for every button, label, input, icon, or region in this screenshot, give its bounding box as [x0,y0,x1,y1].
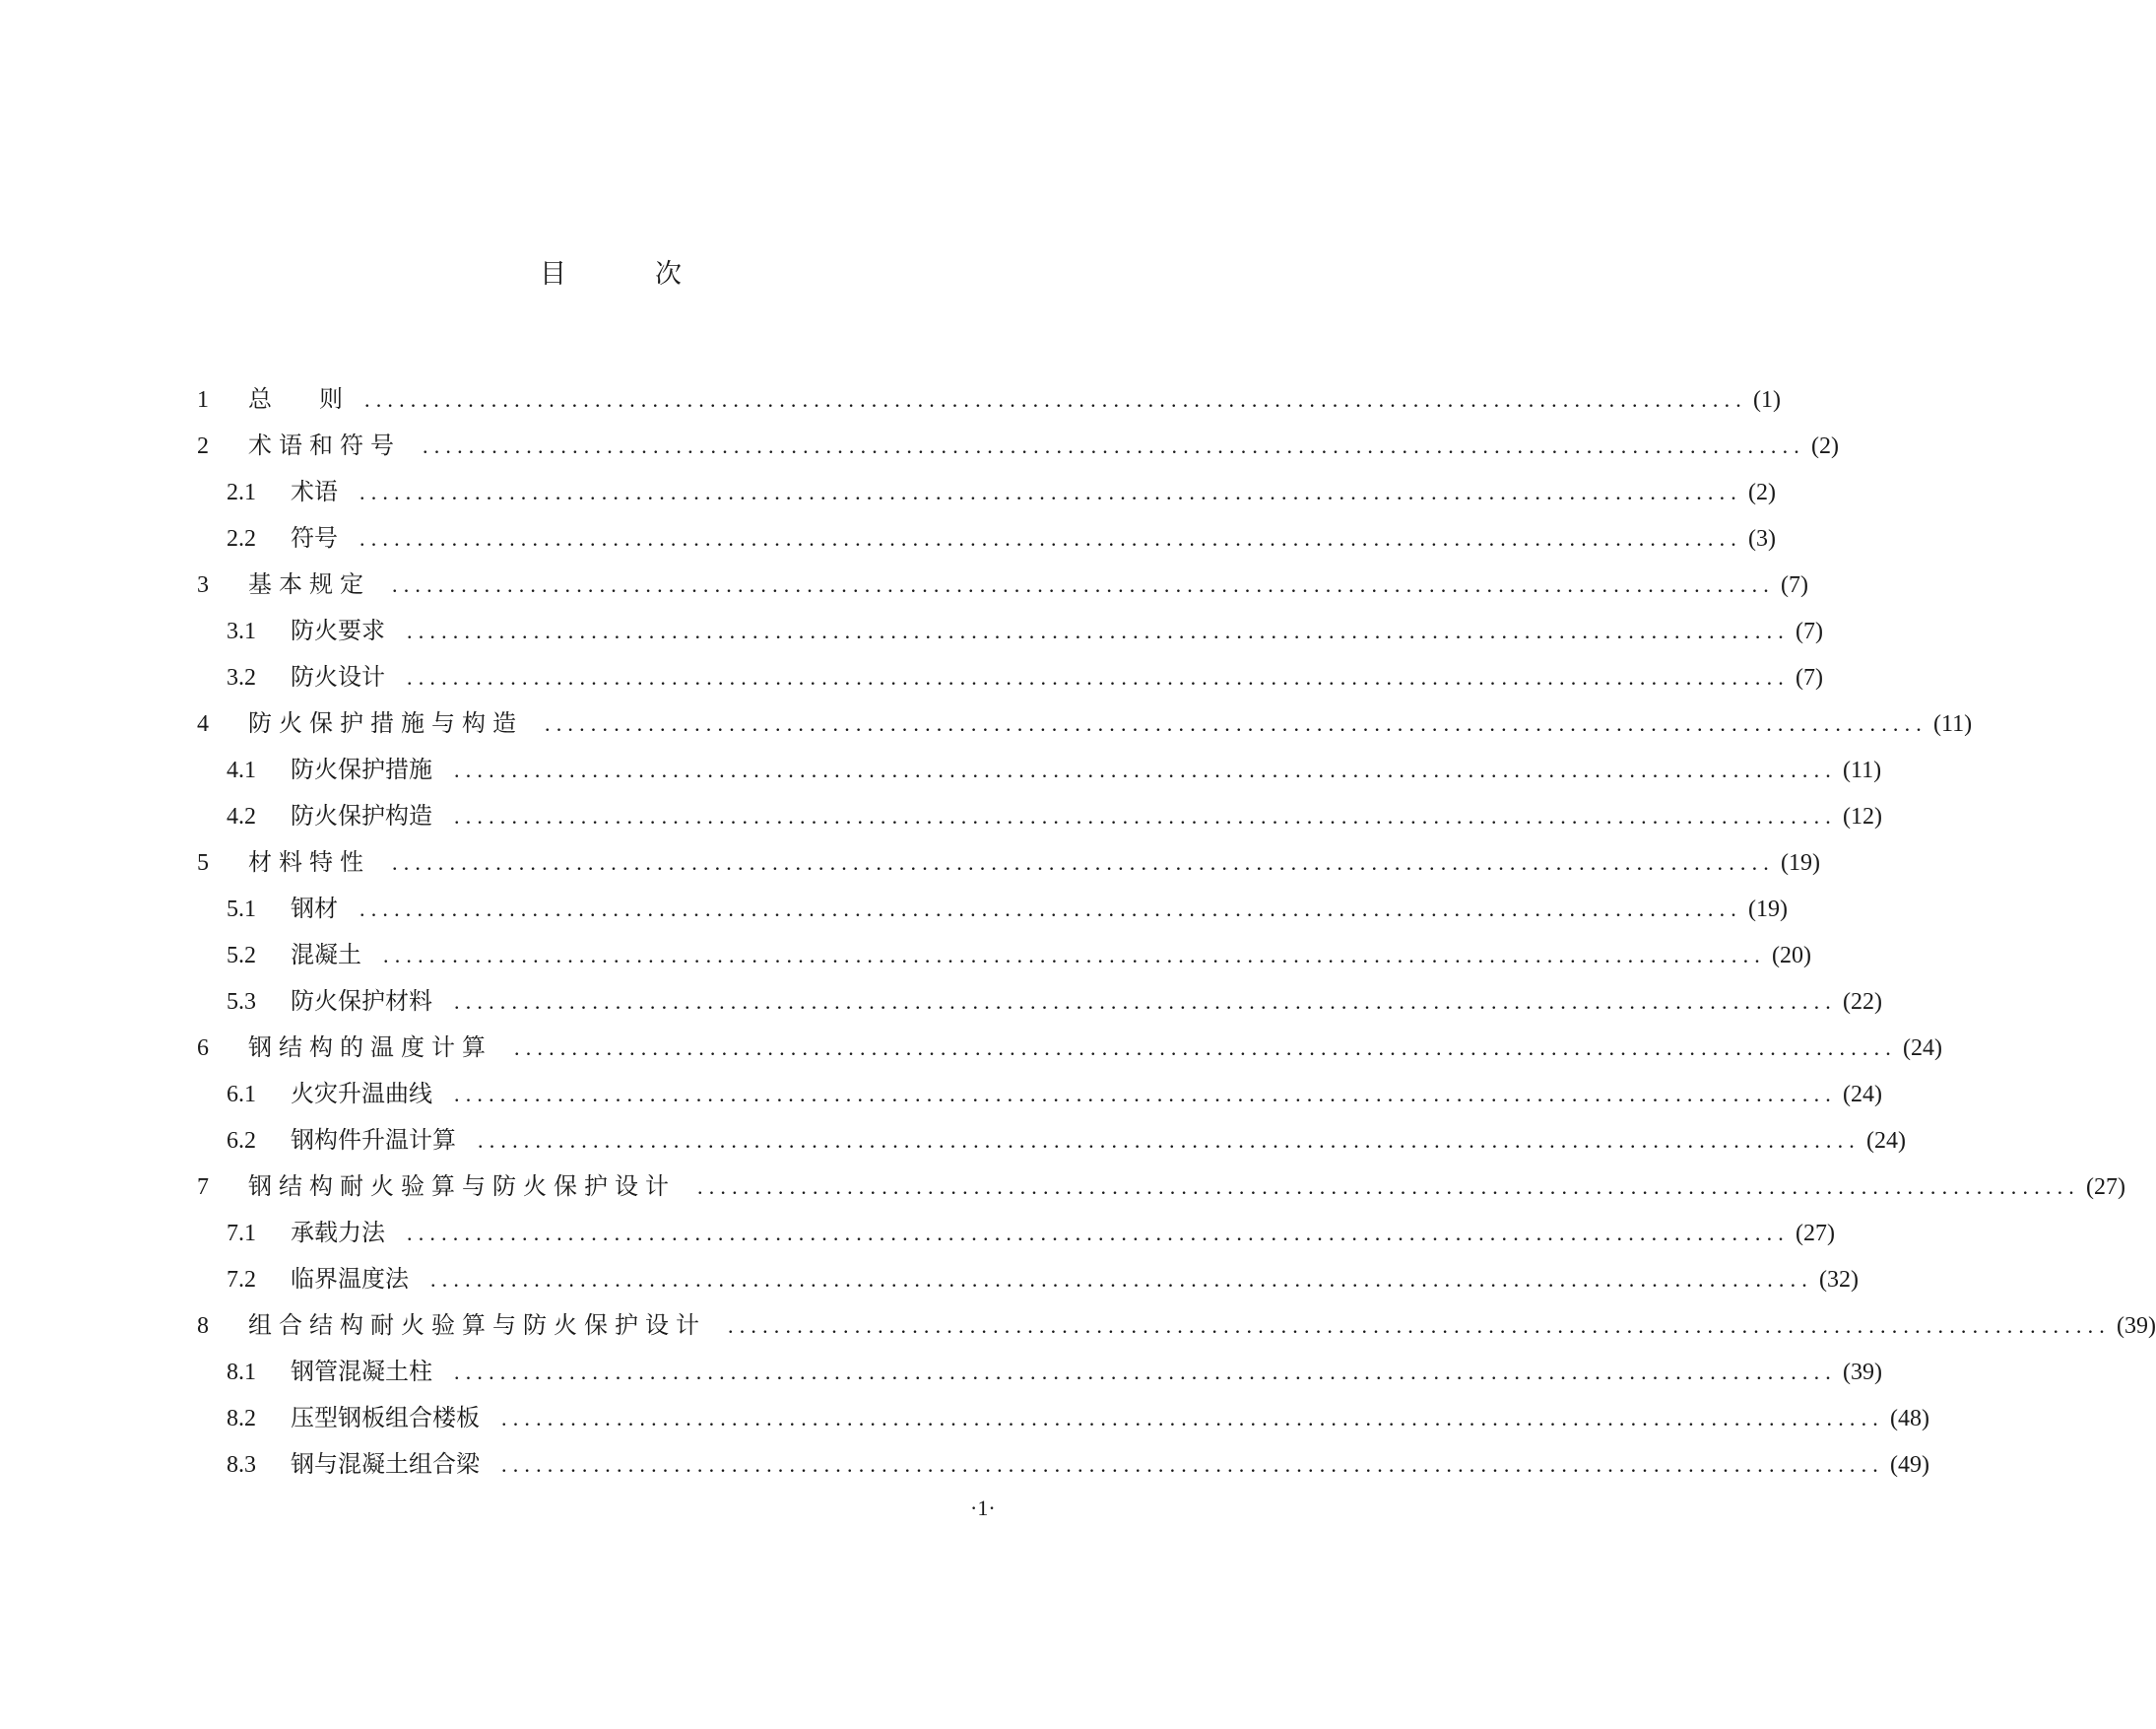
toc-entry-number: 5.1 [227,897,256,922]
toc-dot-leader: ........................................................................................................................ [359,480,1742,504]
toc-entry[interactable] [197,889,1788,935]
toc-entry[interactable] [197,1305,2156,1352]
toc-entry-title: 防火要求 [291,619,385,644]
toc-entry-title: 承载力法 [291,1221,385,1246]
title-char-2: 次 [655,259,682,289]
toc-entry[interactable] [197,842,1820,889]
toc-entry-page: (20) [1772,943,1811,968]
toc-entry-page: (39) [1843,1360,1882,1385]
toc-entry-number: 2.2 [227,526,256,552]
toc-entry-page: (19) [1781,850,1820,876]
toc-dot-leader: ........................................................................................................................ [478,1128,1861,1153]
toc-entry-page: (27) [1796,1221,1835,1246]
toc-entry-page: (22) [1843,989,1882,1015]
toc-entry-number: 8.1 [227,1360,256,1385]
toc-entry[interactable] [197,657,1823,703]
toc-entry-number: 6.2 [227,1128,256,1154]
toc-dot-leader: ........................................................................................................................ [407,1221,1790,1245]
toc-entry-title: 钢构件升温计算 [291,1128,456,1154]
toc-entry-title: 防火保护构造 [291,804,432,830]
toc-entry-page: (24) [1903,1035,1942,1061]
toc-entry[interactable] [197,1028,1942,1074]
toc-dot-leader: ........................................................................................................................ [407,619,1790,643]
toc-entry-number: 3.1 [227,619,256,644]
page-number: ·1· [970,1496,996,1520]
toc-dot-leader: ........................................................................................................................ [359,897,1742,921]
toc-entry-number: 7 [197,1174,209,1200]
toc-entry-page: (3) [1748,526,1776,552]
toc-dot-leader: ........................................................................................................................ [697,1174,2080,1199]
toc-entry-title: 基本规定 [248,572,370,598]
toc-entry-page: (48) [1890,1406,1929,1431]
toc-entry-number: 4.2 [227,804,256,830]
toc-entry-page: (11) [1933,711,1973,737]
toc-entry-page: (39) [2117,1313,2156,1339]
toc-dot-leader: ........................................................................................................................ [728,1313,2111,1338]
toc-entry-page: (2) [1811,433,1839,459]
toc-entry-number: 8 [197,1313,209,1339]
title-char-1: 目 [540,259,566,289]
toc-entry-number: 2.1 [227,480,256,505]
toc-entry-title: 钢与混凝土组合梁 [291,1452,480,1478]
toc-entry-title: 压型钢板组合楼板 [291,1406,480,1431]
toc-entry[interactable] [197,565,1808,611]
toc-entry[interactable] [197,750,1882,796]
toc-entry-number: 3.2 [227,665,256,691]
toc-entry-number: 5 [197,850,209,876]
toc-entry[interactable] [197,1259,1859,1305]
toc-entry-title: 火灾升温曲线 [291,1082,432,1107]
toc-entry-number: 2 [197,433,209,459]
toc-dot-leader: ........................................................................................................................ [454,1082,1837,1106]
toc-dot-leader: ........................................................................................................................ [359,526,1742,551]
toc-dot-leader: ........................................................................................................................ [454,1360,1837,1384]
toc-entry[interactable] [197,1352,1882,1398]
toc-entry-page: (12) [1843,804,1882,830]
toc-entry-title: 防火保护材料 [291,989,432,1015]
toc-entry-title: 钢管混凝土柱 [291,1360,432,1385]
toc-entry-number: 3 [197,572,209,598]
toc-entry[interactable] [197,935,1811,981]
toc-entry-number: 5.3 [227,989,256,1015]
toc-entry[interactable] [197,1074,1882,1120]
toc-entry-page: (19) [1748,897,1788,922]
toc-entry-number: 6 [197,1035,209,1061]
toc-entry-number: 5.2 [227,943,256,968]
toc-entry[interactable] [197,703,1973,750]
toc-entry[interactable] [197,611,1823,657]
toc-entry-page: (24) [1866,1128,1906,1154]
toc-dot-leader: ........................................................................................................................ [392,850,1775,875]
toc-entry-page: (24) [1843,1082,1882,1107]
toc-entry-number: 7.2 [227,1267,256,1293]
toc-entry-page: (1) [1753,387,1781,413]
toc-entry[interactable] [197,1444,1929,1491]
toc-entry-page: (2) [1748,480,1776,505]
toc-entry-title: 材料特性 [248,850,370,876]
toc-entry[interactable] [197,518,1776,565]
toc-entry-title: 防火设计 [291,665,385,691]
toc-entry-title: 临界温度法 [291,1267,409,1293]
toc-entry[interactable] [197,472,1776,518]
toc-entry-number: 8.3 [227,1452,256,1478]
toc-entry[interactable] [197,1398,1929,1444]
toc-entry-page: (32) [1819,1267,1859,1293]
page-title [0,252,1221,291]
toc-entry-number: 4 [197,711,209,737]
toc-dot-leader: ........................................................................................................................ [454,804,1837,829]
toc-entry-title: 符号 [291,526,338,552]
toc-entry-title: 术语和符号 [248,433,401,459]
toc-entry[interactable] [197,426,1839,472]
toc-dot-leader: ........................................................................................................................ [501,1452,1884,1477]
toc-entry[interactable] [197,981,1882,1028]
toc-dot-leader: ........................................................................................................................ [545,711,1927,736]
table-of-contents [197,379,2156,1491]
toc-entry[interactable] [197,796,1882,842]
toc-entry-number: 6.1 [227,1082,256,1107]
toc-entry-page: (11) [1843,758,1882,783]
toc-dot-leader: ........................................................................................................................ [423,433,1805,458]
toc-entry-page: (49) [1890,1452,1929,1478]
toc-entry-title: 防火保护措施与构造 [248,711,523,737]
toc-entry-number: 4.1 [227,758,256,783]
toc-dot-leader: ........................................................................................................................ [364,387,1747,412]
toc-dot-leader: ........................................................................................................................ [501,1406,1884,1430]
toc-entry-title: 防火保护措施 [291,758,432,783]
toc-entry-number: 7.1 [227,1221,256,1246]
toc-entry-number: 1 [197,387,209,413]
toc-entry-title: 钢结构耐火验算与防火保护设计 [248,1174,676,1200]
toc-entry-page: (7) [1781,572,1808,598]
toc-dot-leader: ........................................................................................................................ [514,1035,1897,1060]
toc-dot-leader: ........................................................................................................................ [407,665,1790,690]
toc-entry[interactable] [197,1166,2125,1213]
toc-dot-leader: ........................................................................................................................ [383,943,1766,967]
toc-entry-title: 组合结构耐火验算与防火保护设计 [248,1313,706,1339]
toc-entry-number: 8.2 [227,1406,256,1431]
toc-dot-leader: ........................................................................................................................ [454,989,1837,1014]
toc-entry-page: (27) [2086,1174,2125,1200]
toc-dot-leader: ........................................................................................................................ [392,572,1775,597]
toc-entry[interactable] [197,1213,1835,1259]
toc-entry-title: 钢材 [291,897,338,922]
toc-entry-title: 总 则 [248,387,343,413]
toc-entry[interactable] [197,1120,1906,1166]
toc-dot-leader: ........................................................................................................................ [430,1267,1813,1292]
toc-entry-title: 混凝土 [291,943,361,968]
toc-dot-leader: ........................................................................................................................ [454,758,1837,782]
toc-entry-title: 术语 [291,480,338,505]
toc-entry-page: (7) [1796,619,1823,644]
toc-entry-page: (7) [1796,665,1823,691]
toc-entry[interactable] [197,379,1781,426]
toc-entry-title: 钢结构的温度计算 [248,1035,492,1061]
